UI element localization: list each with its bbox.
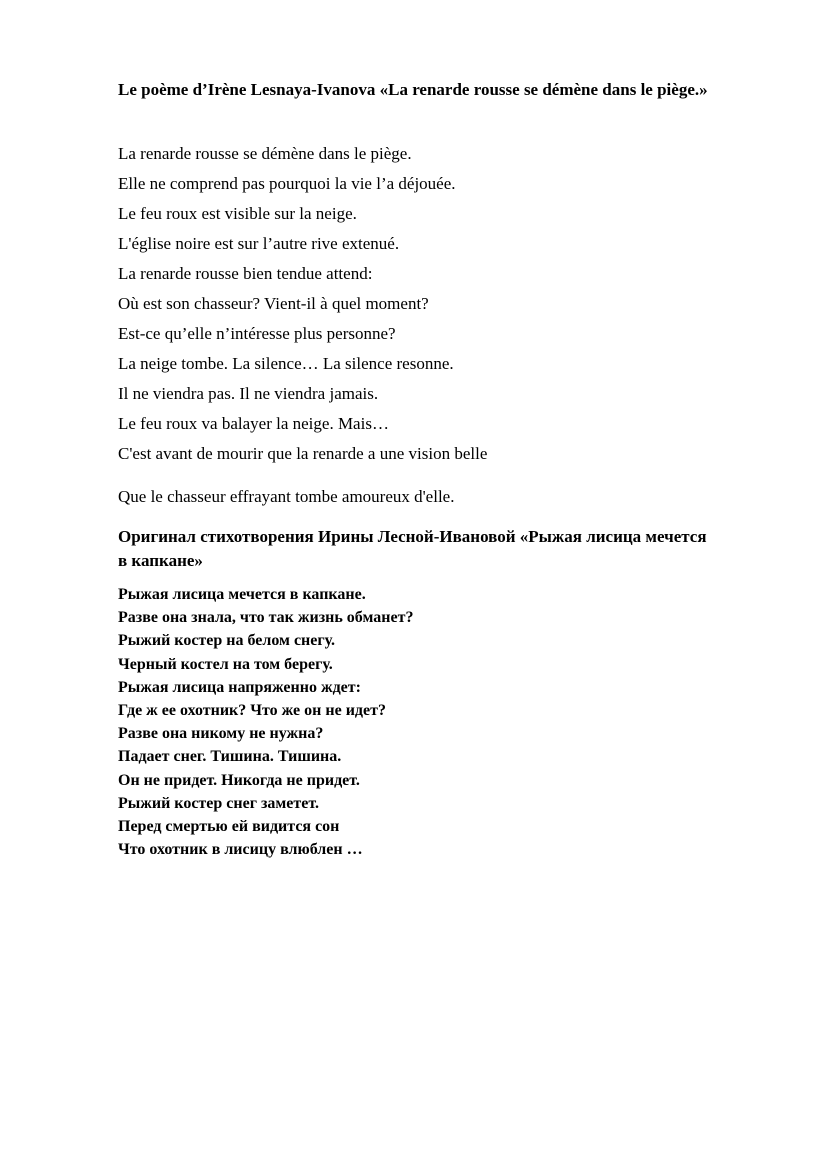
french-poem bbox=[118, 139, 718, 469]
russian-poem-line: Рыжая лисица мечется в капкане. bbox=[118, 586, 366, 603]
french-poem-line: Est-ce qu’elle n’intéresse plus personne? bbox=[118, 324, 396, 343]
french-poem-line: La renarde rousse se démène dans le piège. bbox=[118, 144, 412, 163]
french-poem-line: C'est avant de mourir que la renarde a une vision belle bbox=[118, 444, 488, 463]
french-poem-line: Le feu roux est visible sur la neige. bbox=[118, 204, 357, 223]
russian-poem-line: Рыжий костер снег заметет. bbox=[118, 794, 320, 812]
russian-poem-line: Падает снег. Тишина. Тишина. bbox=[118, 748, 342, 766]
french-poem-line: Il ne viendra pas. Il ne viendra jamais. bbox=[118, 384, 379, 403]
russian-poem-line: Разве она никому не нужна? bbox=[118, 725, 324, 743]
russian-poem-line: Перед смертью ей видится сон bbox=[118, 817, 340, 835]
russian-poem-line: Рыжая лисица напряженно ждет: bbox=[118, 678, 361, 696]
russian-poem-line: Он не придет. Никогда не придет. bbox=[118, 771, 360, 789]
russian-poem-title: Оригинал стихотворения Ирины Лесной-Ивановой «Рыжая лисица мечется в капкане» bbox=[118, 527, 707, 570]
french-poem-line: La renarde rousse bien tendue attend: bbox=[118, 264, 373, 283]
french-poem-line: Le feu roux va balayer la neige. Mais… bbox=[118, 414, 389, 433]
russian-poem-line: Разве она знала, что так жизнь обманет? bbox=[118, 609, 414, 627]
french-poem-last-line: Que le chasseur effrayant tombe amoureux d'elle. bbox=[118, 487, 455, 506]
french-poem-line: L'église noire est sur l’autre rive extenué. bbox=[118, 234, 400, 253]
french-poem-line: La neige tombe. La silence… La silence resonne. bbox=[118, 354, 454, 373]
russian-poem bbox=[118, 583, 718, 861]
french-poem-title: Le poème d’Irène Lesnaya-Ivanova «La renarde rousse se démène dans le piège.» bbox=[118, 80, 708, 99]
russian-poem-line: Где ж ее охотник? Что же он не идет? bbox=[118, 701, 386, 719]
document-body bbox=[118, 78, 718, 861]
french-poem-line: Elle ne comprend pas pourquoi la vie l’a déjouée. bbox=[118, 174, 456, 193]
french-poem-line: Où est son chasseur? Vient-il à quel moment? bbox=[118, 294, 429, 313]
russian-poem-line: Черный костел на том берегу. bbox=[118, 655, 333, 673]
russian-poem-line: Рыжий костер на белом снегу. bbox=[118, 632, 336, 650]
russian-poem-line: Что охотник в лисицу влюблен … bbox=[118, 841, 363, 859]
